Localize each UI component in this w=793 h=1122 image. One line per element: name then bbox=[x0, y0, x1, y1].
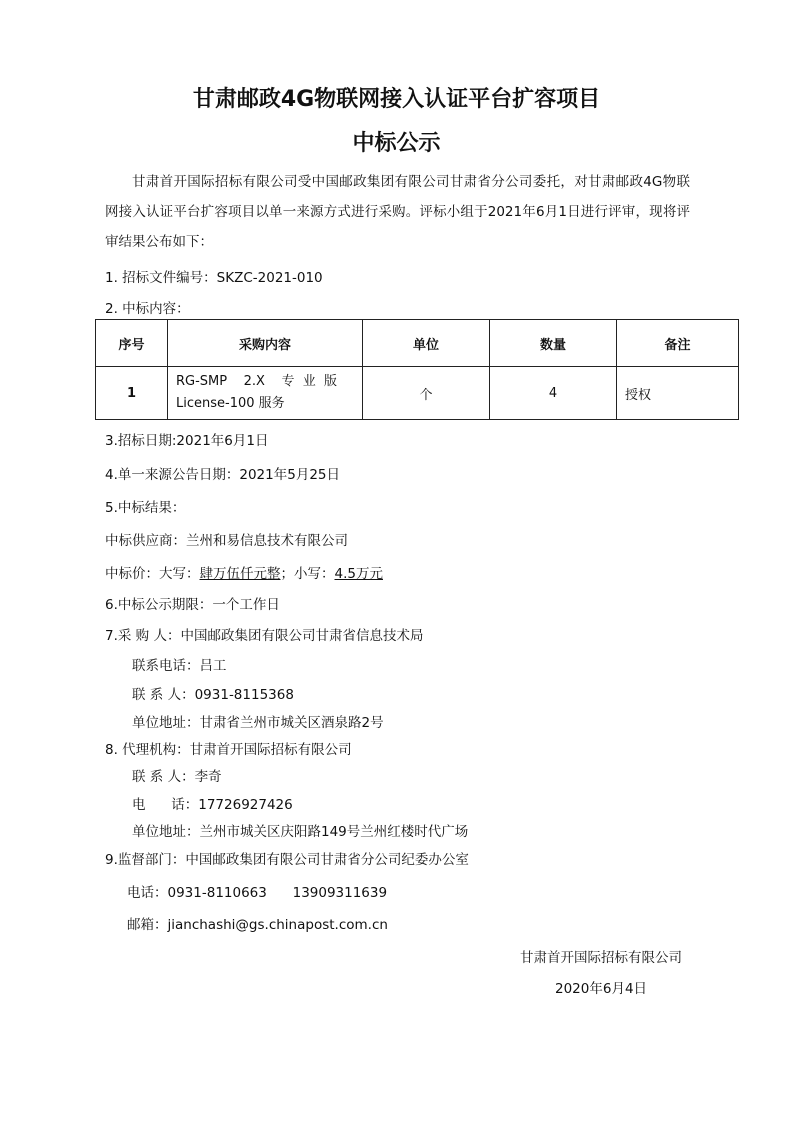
agency-address: 单位地址：兰州市城关区庆阳路149号兰州红楼时代广场 bbox=[132, 824, 469, 840]
header-unit: 单位 bbox=[363, 320, 490, 367]
table-header-row bbox=[96, 320, 739, 367]
cell-no: 1 bbox=[96, 367, 168, 420]
agency-phone: 电 话：17726927426 bbox=[132, 797, 293, 813]
price-upper: 肆万伍仟元整 bbox=[199, 566, 281, 582]
cell-content-line1: RG-SMP 2.X 专 业 版 bbox=[176, 374, 338, 389]
agency: 8. 代理机构：甘肃首开国际招标有限公司 bbox=[105, 742, 352, 758]
header-no: 序号 bbox=[96, 320, 168, 367]
cell-qty: 4 bbox=[490, 367, 617, 420]
signature-date: 2020年6月4日 bbox=[555, 981, 648, 997]
cell-unit: 个 bbox=[363, 367, 490, 420]
cell-content-line2: License-100 服务 bbox=[176, 396, 285, 411]
intro-paragraph: 甘肃首开国际招标有限公司受中国邮政集团有限公司甘肃省分公司委托，对甘肃邮政4G物联网接入认证平台扩容项目以单一来源方式进行采购。评标小组于2021年6月1日进行评审，现将评审结果公布如下： bbox=[105, 174, 690, 250]
document-subtitle: 中标公示 bbox=[352, 131, 441, 156]
cell-content bbox=[168, 367, 363, 420]
tender-date: 3.招标日期:2021年6月1日 bbox=[105, 433, 269, 449]
winning-supplier: 中标供应商：兰州和易信息技术有限公司 bbox=[105, 533, 348, 549]
announcement-date: 4.单一来源公告日期：2021年5月25日 bbox=[105, 467, 341, 483]
purchaser: 7.采 购 人：中国邮政集团有限公司甘肃省信息技术局 bbox=[105, 628, 424, 644]
purchaser-contact: 联 系 人：0931-8115368 bbox=[132, 687, 294, 703]
cell-remark: 授权 bbox=[617, 367, 739, 420]
price-prefix: 中标价：大写： bbox=[105, 566, 200, 582]
publicity-period: 6.中标公示期限：一个工作日 bbox=[105, 597, 280, 613]
signature-org: 甘肃首开国际招标有限公司 bbox=[520, 950, 682, 966]
purchaser-address: 单位地址：甘肃省兰州市城关区酒泉路2号 bbox=[132, 715, 384, 731]
header-remark: 备注 bbox=[617, 320, 739, 367]
supervision-email: 邮箱：jianchashi@gs.chinapost.com.cn bbox=[127, 917, 388, 933]
price-mid: ；小写： bbox=[280, 566, 335, 582]
table-row bbox=[96, 367, 739, 420]
award-content-heading: 2. 中标内容： bbox=[105, 301, 190, 317]
result-heading: 5.中标结果： bbox=[105, 500, 186, 516]
supervision-phone: 电话：0931-8110663 13909311639 bbox=[127, 885, 388, 901]
header-qty: 数量 bbox=[490, 320, 617, 367]
agency-contact: 联 系 人：李奇 bbox=[132, 769, 222, 785]
supervision-dept: 9.监督部门：中国邮政集团有限公司甘肃省分公司纪委办公室 bbox=[105, 852, 469, 868]
price-lower: 4.5万元 bbox=[334, 566, 383, 582]
winning-price bbox=[105, 565, 383, 583]
document-title: 甘肃邮政4G物联网接入认证平台扩容项目 bbox=[192, 87, 601, 112]
tender-file-number: 1. 招标文件编号：SKZC-2021-010 bbox=[105, 270, 323, 286]
purchaser-phone: 联系电话：吕工 bbox=[132, 658, 227, 674]
award-table bbox=[95, 319, 739, 420]
header-content: 采购内容 bbox=[168, 320, 363, 367]
